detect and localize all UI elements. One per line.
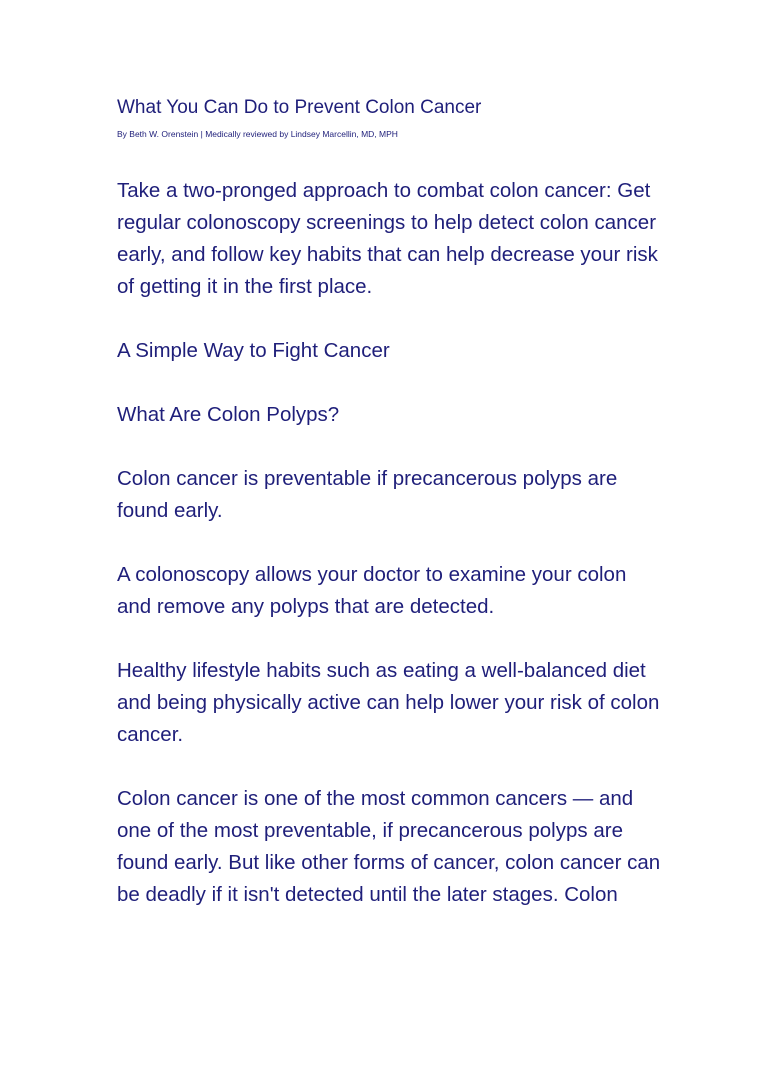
- paragraph-common-cancers: Colon cancer is one of the most common cancers — and one of the most preventable, if precancerous polyps are found early. But like other forms of cancer, colon cancer can be deadly if it isn't detected until the later stages. Colon: [117, 787, 661, 906]
- article-title: What You Can Do to Prevent Colon Cancer: [117, 97, 482, 118]
- paragraph-colonoscopy: A colonoscopy allows your doctor to examine your colon and remove any polyps that are detected.: [117, 563, 627, 618]
- paragraph-lifestyle: Healthy lifestyle habits such as eating a well-balanced diet and being physically active can help lower your risk of colon cancer.: [117, 659, 660, 746]
- intro-paragraph: Take a two-pronged approach to combat colon cancer: Get regular colonoscopy screenings to help detect colon cancer early, and follow key habits that can help decrease your risk of getting it in the first place.: [117, 179, 658, 298]
- paragraph-preventable: Colon cancer is preventable if precancerous polyps are found early.: [117, 467, 618, 522]
- article-body: [117, 94, 662, 911]
- section-heading-colon-polyps: What Are Colon Polyps?: [117, 403, 340, 426]
- article-byline: By Beth W. Orenstein | Medically reviewed by Lindsey Marcellin, MD, MPH: [117, 129, 398, 139]
- section-heading-simple-way: A Simple Way to Fight Cancer: [117, 339, 390, 362]
